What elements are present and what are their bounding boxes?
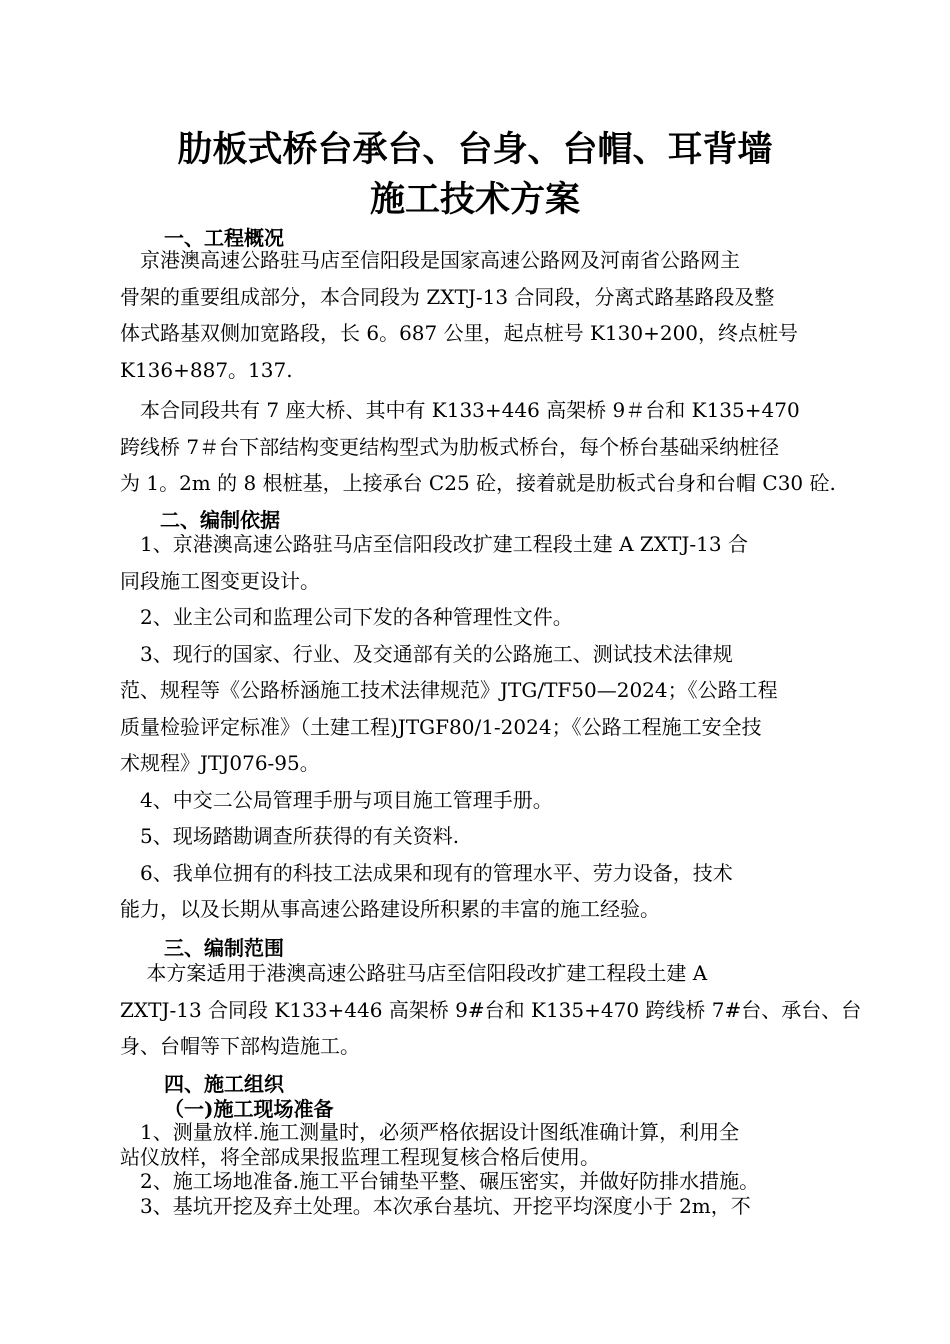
text-line: 3、现行的国家、行业、及交通部有关的公路施工、测试技术法律规 [120,641,733,666]
text-line: 6、我单位拥有的科技工法成果和现有的管理水平、劳力设备，技术 [120,860,733,885]
text-line: 术规程》JTJ076-95。 [120,751,320,775]
paragraph-basis [120,526,845,928]
text-line: 1、测量放样.施工测量时，必须严格依据设计图纸准确计算，利用全 [120,1120,740,1144]
text-line: 4、中交二公局管理手册与项目施工管理手册。 [120,787,553,812]
text-line: 1、京港澳高速公路驻马店至信阳段改扩建工程段土建 A ZXTJ-13 合 [120,532,748,556]
document-title-line-2: 施工技术方案 [369,179,580,220]
document-title-line-1: 肋板式桥台承台、台身、台帽、耳背墙 [177,129,773,170]
text-line: ZXTJ-13 合同段 K133+446 高架桥 9#台和 K135+470 跨线桥 7#台、承台、台 [120,997,862,1022]
paragraph-overview-2 [120,392,845,502]
text-line: 范、规程等《公路桥涵施工技术法律规范》JTG/TF50—2024；《公路工程 [120,678,778,702]
section-heading-basis: 二、编制依据 [160,508,280,532]
text-line: 骨架的重要组成部分，本合同段为 ZXTJ-13 合同段，分离式路基路段及整 [120,284,775,309]
text-line: 为 1。2m 的 8 根桩基，上接承台 C25 砼，接着就是肋板式台身和台帽 C30 砼. [120,471,836,495]
text-line: K136+887。137. [120,357,293,382]
text-line: 质量检验评定标准》（土建工程)JTGF80/1-2024；《公路工程施工安全技 [120,714,762,739]
text-line: 5、现场踏勘调查所获得的有关资料. [120,824,460,848]
section-heading-overview: 一、工程概况 [164,226,284,250]
text-line: 3、基坑开挖及弃土处理。本次承台基坑、开挖平均深度小于 2m，不 [120,1193,751,1218]
text-line: 2、施工场地准备.施工平台铺垫平整、碾压密实，并做好防排水措施。 [120,1169,760,1193]
text-line: 京港澳高速公路驻马店至信阳段是国家高速公路网及河南省公路网主 [120,248,740,272]
text-line: 身、台帽等下部构造施工。 [120,1034,360,1058]
text-line: 能力，以及长期从事高速公路建设所积累的丰富的施工经验。 [120,897,660,921]
paragraph-scope [120,955,862,1065]
paragraph-overview-1 [120,242,845,388]
section-heading-organization: 四、施工组织 [164,1072,284,1096]
paragraph-site-preparation [120,1120,845,1218]
text-line: 同段施工图变更设计。 [120,568,320,593]
subsection-heading-site-preparation: （一)施工现场准备 [164,1097,334,1121]
section-heading-scope: 三、编制范围 [164,936,284,960]
text-line: 本方案适用于港澳高速公路驻马店至信阳段改扩建工程段土建 A [120,961,708,985]
text-line: 跨线桥 7＃台下部结构变更结构型式为肋板式桥台，每个桥台基础采纳桩径 [120,434,780,459]
text-line: 本合同段共有 7 座大桥、其中有 K133+446 高架桥 9＃台和 K135+470 [120,398,800,422]
text-line: 体式路基双侧加宽路段，长 6。687 公里，起点桩号 K130+200，终点桩号 [120,321,799,345]
text-line: 2、业主公司和监理公司下发的各种管理性文件。 [120,605,573,629]
text-line: 站仪放样，将全部成果报监理工程现复核合格后使用。 [120,1144,600,1169]
